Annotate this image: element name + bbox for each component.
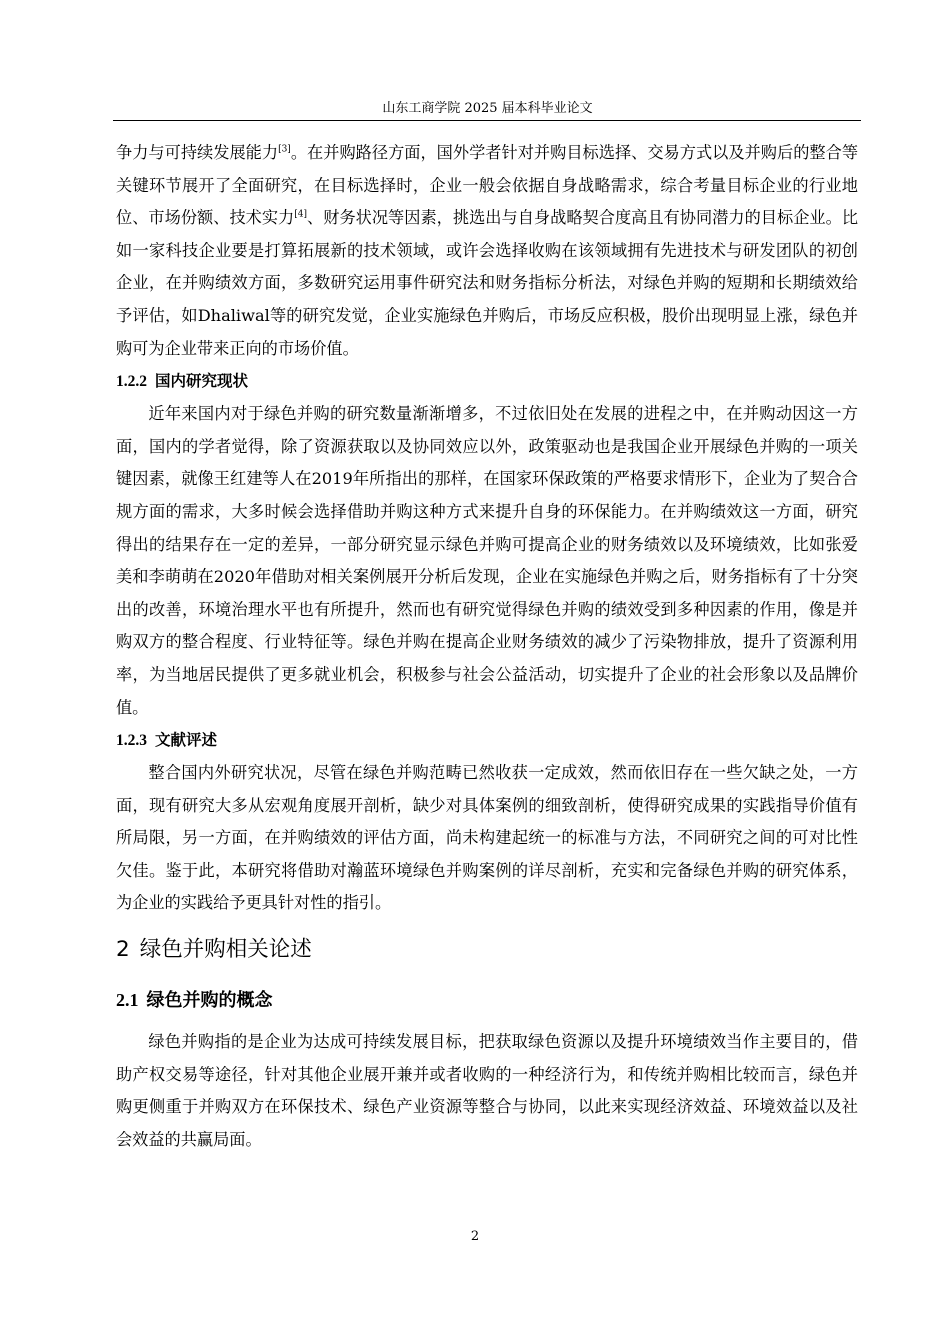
header-rule [113,120,861,121]
page-number: 2 [470,1229,480,1244]
heading-1-2-3: 1.2.3 文献评述 [116,731,218,750]
paragraph-literature-review: 整合国内外研究状况，尽管在绿色并购范畴已然收获一定成效，然而依旧存在一些欠缺之处，一方面，现有研究大多从宏观角度展开剖析，缺少对具体案例的细致剖析，使得研究成果的实践指导价值有所局限，另一方面，在并购绩效的评估方面，尚未构建起统一的标准与方法，不同研究之间的可对比性欠佳。鉴于此，本研究将借助对瀚蓝环境绿色并购案例的详尽剖析，充实和完备绿色并购的研究体系，为企业的实践给予更具针对性的指引。 [116,763,858,913]
paragraph-green-ma-concept: 绿色并购指的是企业为达成可持续发展目标，把获取绿色资源以及提升环境绩效当作主要目的，借助产权交易等途径，针对其他企业展开兼并或者收购的一种经济行为，和传统并购相比较而言，绿色并购更侧重于并购双方在环保技术、绿色产业资源等整合与协同，以此来实现经济效益、环境效益以及社会效益的共赢局面。 [116,1032,858,1149]
running-header: 山东工商学院 2025 届本科毕业论文 [382,101,593,116]
section-heading-2-1: 2.1 绿色并购的概念 [116,990,273,1012]
page-body [116,137,858,1156]
chapter-heading-2: 2 绿色并购相关论述 [116,937,312,963]
heading-1-2-2: 1.2.2 国内研究现状 [116,372,249,391]
paragraph-domestic-research: 近年来国内对于绿色并购的研究数量渐渐增多，不过依旧处在发展的进程之中，在并购动因这一方面，国内的学者觉得，除了资源获取以及协同效应以外，政策驱动也是我国企业开展绿色并购的一项关键因素，就像王红建等人在2019年所指出的那样，在国家环保政策的严格要求情形下，企业为了契合合规方面的需求，大多时候会选择借助并购这种方式来提升自身的环保能力。在并购绩效这一方面，研究得出的结果存在一定的差异，一部分研究显示绿色并购可提高企业的财务绩效以及环境绩效，比如张爱美和李萌萌在2020年借助对相关案例展开分析后发现，企业在实施绿色并购之后，财务指标有了十分突出的改善，环境治理水平也有所提升，然而也有研究觉得绿色并购的绩效受到多种因素的作用，像是并购双方的整合程度、行业特征等。绿色并购在提高企业财务绩效的减少了污染物排放，提升了资源利用率，为当地居民提供了更多就业机会，积极参与社会公益活动，切实提升了企业的社会形象以及品牌价值。 [116,404,858,717]
citation-4: [4] [294,209,308,220]
paragraph-foreign-research-continued: 争力与可持续发展能力[3]。在并购路径方面，国外学者针对并购目标选择、交易方式以及并购后的整合等关键环节展开了全面研究，在目标选择时，企业一般会依据自身战略需求，综合考量目标企业的行业地位、市场份额、技术实力[4]、财务状况等因素，挑选出与自身战略契合度高且有协同潜力的目标企业。比如一家科技企业要是打算拓展新的技术领域，或许会选择收购在该领域拥有先进技术与研发团队的初创企业，在并购绩效方面，多数研究运用事件研究法和财务指标分析法，对绿色并购的短期和长期绩效给予评估，如Dhaliwal等的研究发觉，企业实施绿色并购后，市场反应积极，股价出现明显上涨，绿色并购可为企业带来正向的市场价值。 [116,143,859,358]
citation-3: [3] [278,144,291,155]
